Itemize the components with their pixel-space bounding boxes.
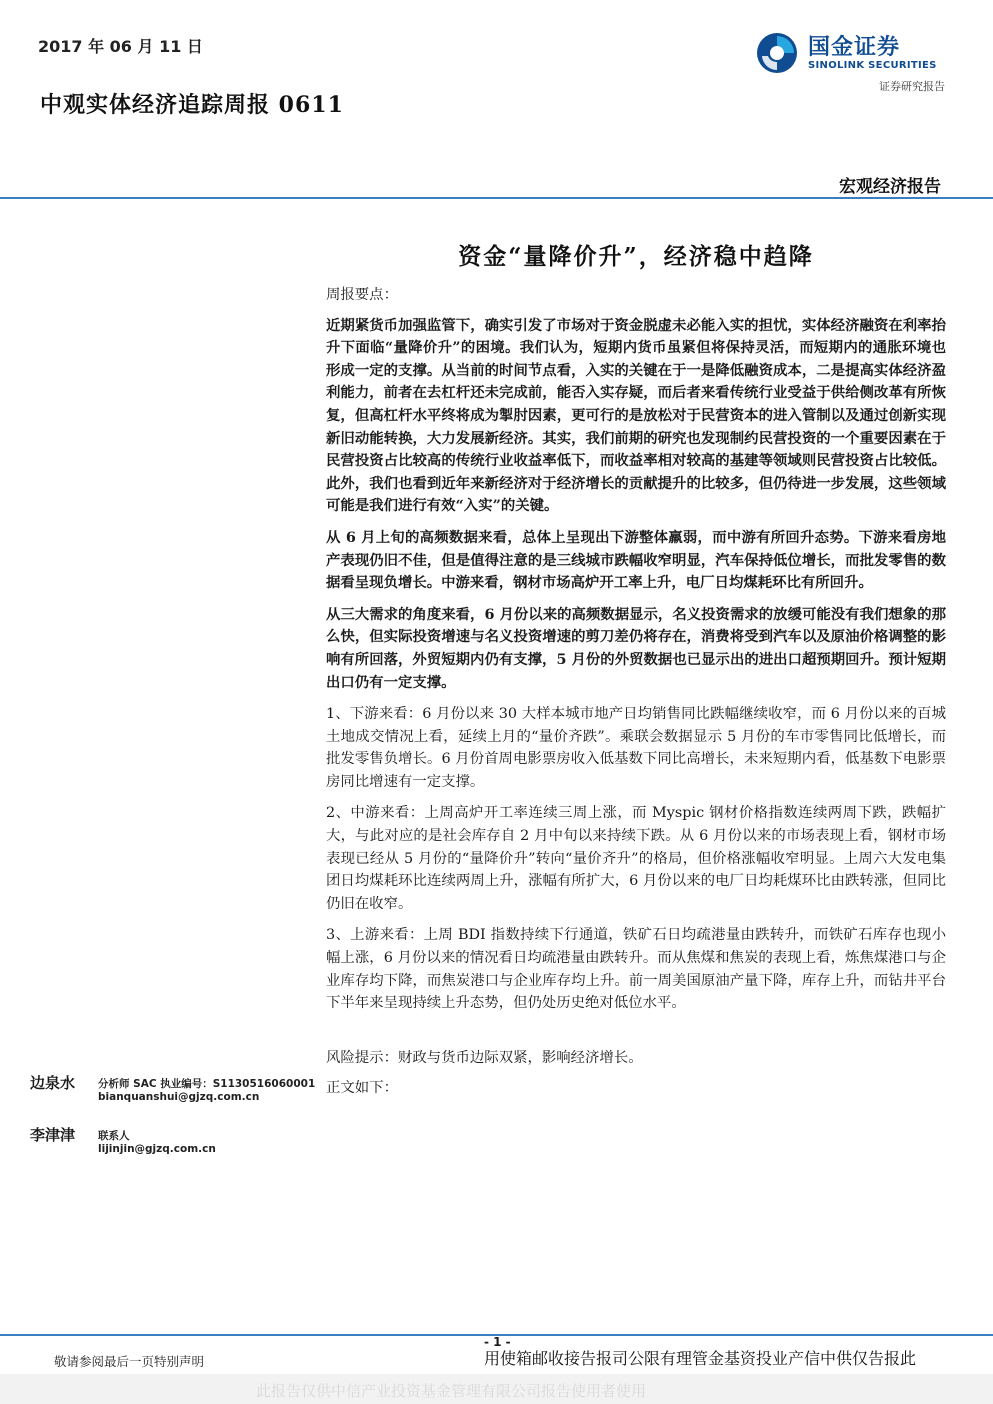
- summary-paragraph: 近期紧货币加强监管下，确实引发了市场对于资金脱虚未必能入实的担忧，实体经济融资在利率抬升下面临“量降价升”的困境。我们认为，短期内货币虽紧但将保持灵活，而短期内的通胀环境也形成一定的支撑。从当前的时间节点看，入实的关键在于一是降低融资成本，二是提高实体经济盈利能力，前者在去杠杆还未完成前，能否入实存疑，而后者来看传统行业受益于供给侧改革有所恢复，但高杠杆水平终将成为掣肘因素，更可行的是放松对于民营资本的进入管制以及通过创新实现新旧动能转换，大力发展新经济。其实，我们前期的研究也发现制约民营投资的一个重要因素在于民营投资占比较高的传统行业收益率低下，而收益率相对较高的基建等领域则民营投资占比较低。此外，我们也看到近年来新经济对于经济增长的贡献提升的比较多，但仍待进一步发展，这些领域可能是我们进行有效“入实”的关键。: [326, 316, 946, 515]
- author-email[interactable]: lijinjin@gjzq.com.cn: [98, 1143, 216, 1155]
- header-divider: [0, 197, 993, 199]
- report-category: 宏观经济报告: [839, 177, 941, 197]
- author-card: [30, 1072, 320, 1124]
- disclaimer-note: 敬请参阅最后一页特别声明: [54, 1354, 205, 1369]
- summary-label: 周报要点：: [326, 287, 398, 303]
- sinolink-logo: [756, 30, 946, 80]
- author-email[interactable]: bianquanshui@gjzq.com.cn: [98, 1091, 260, 1103]
- report-series-title: 中观实体经济追踪周报 0611: [40, 92, 344, 118]
- logo-chinese-name: 国金证券: [808, 35, 901, 60]
- logo-english-name: SINOLINK SECURITIES: [808, 60, 937, 71]
- summary-paragraph: 从 6 月上旬的高频数据来看，总体上呈现出下游整体羸弱，而中游有所回升态势。下游来看房地产表现仍旧不佳，但是值得注意的是三线城市跌幅收窄明显，汽车保持低位增长，而批发零售的数据看呈现负增长。中游来看，钢材市场高炉开工率上升，电厂日均煤耗环比有所回升。: [326, 528, 946, 592]
- midstream-paragraph: 2、中游来看：上周高炉开工率连续三周上涨，而 Myspic 钢材价格指数连续两周下跌，跌幅扩大，与此对应的是社会库存自 2 月中旬以来持续下跌。从 6 月份以来的市场表现上看，钢材市场表现已经从 5 月份的“量降价升”转向“量价齐升”的格局，但价格涨幅收窄明显。上周六大发电集团日均煤耗环比连续两周上升，涨幅有所扩大，6 月份以来的电厂日均耗煤环比由跌转涨，但同比仍旧在收窄。: [326, 805, 946, 912]
- watermark-text: 此报告仅供中信产业投资基金管理有限公司报告使用者使用: [256, 1382, 647, 1400]
- author-role: 联系人: [98, 1130, 130, 1142]
- usage-note: 用使箱邮收接告报司公限有理管金基资投业产信中供仅告报此: [484, 1349, 917, 1368]
- body-intro: 正文如下：: [326, 1080, 398, 1097]
- author-list: [30, 1072, 320, 1176]
- author-name: 边泉水: [30, 1074, 76, 1092]
- sinolink-logo-icon: [756, 32, 798, 74]
- summary-paragraph: 从三大需求的角度来看，6 月份以来的高频数据显示，名义投资需求的放缓可能没有我们想象的那么快，但实际投资增速与名义投资增速的剪刀差仍将存在，消费将受到汽车以及原油价格调整的影响有所回落，外贸短期内仍有支撑，5 月份的外贸数据也已显示出的进出口超预期回升。预计短期出口仍有一定支撑。: [326, 605, 946, 691]
- headline: 资金“量降价升”，经济稳中趋降: [458, 243, 814, 270]
- report-date: 2017 年 06 月 11 日: [38, 37, 203, 56]
- author-role: 分析师 SAC 执业编号：S1130516060001: [98, 1078, 316, 1090]
- author-card: [30, 1124, 320, 1176]
- main-content: [326, 284, 946, 1100]
- risk-note: 风险提示：财政与货币边际双紧，影响经济增长。: [326, 1049, 643, 1066]
- page-number: - 1 -: [484, 1335, 511, 1349]
- author-name: 李津津: [30, 1126, 76, 1144]
- upstream-paragraph: 3、上游来看：上周 BDI 指数持续下行通道，铁矿石日均疏港量由跌转升，而铁矿石库存也现小幅上涨，6 月份以来的情况看日均疏港量由跌转升。而从焦煤和焦炭的表现上看，炼焦煤港口与企业库存均下降，而焦炭港口与企业库存均上升。前一周美国原油产量下降，库存上升，而钻井平台下半年来呈现持续上升态势，但仍处历史绝对低位水平。: [326, 927, 946, 1012]
- logo-subtitle: 证券研究报告: [879, 80, 945, 93]
- downstream-paragraph: 1、下游来看：6 月份以来 30 大样本城市地产日均销售同比跌幅继续收窄，而 6 月份以来的百城土地成交情况上看，延续上月的“量价齐跌”。乘联会数据显示 5 月份的车市零售同比低增长，而批发零售负增长。6 月份首周电影票房收入低基数下同比高增长，未来短期内看，低基数下电影票房同比增速有一定支撑。: [326, 706, 946, 790]
